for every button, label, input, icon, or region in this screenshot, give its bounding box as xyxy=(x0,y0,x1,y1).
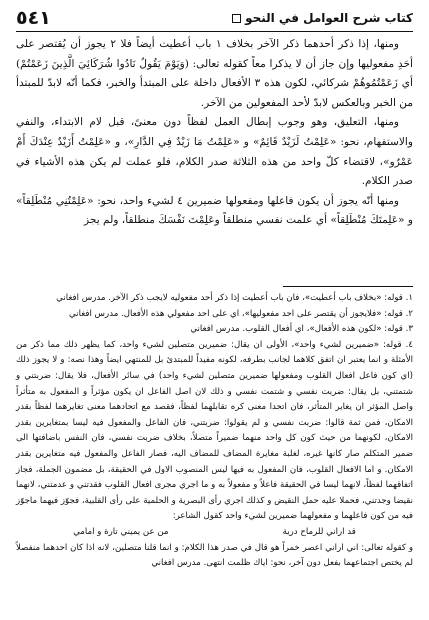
footnote: و كقوله تعالى: اني اراني اعصر خمراً هو قال في صدر هذا الكلام: و انما قلنا متصلين، لانه اذا كان احدهما منفصلاً لم يختص اجتماعهما بفعل دون آخر، نحو: اياك ظلمت انتهى. مدرس افغاني xyxy=(16,542,413,569)
verse-first-hemistich: قد اراني للرماح درية xyxy=(282,526,356,537)
footnote: ٢. قوله: «فلايجوز أن يقتصر على احد مفعوليها»، اي على احد مفعولي هذه الأفعال. مدرس افغاني xyxy=(69,308,413,319)
footnote: ١. قوله: «بخلاف باب أعطيت»، فان باب أعطيت إذا ذكر أحد مفعوليه لايجب ذكر الآخر. مدرس افغاني xyxy=(56,293,413,303)
poetry-verse xyxy=(16,525,413,541)
verse-second-hemistich: من عن يميني تارة و امامي xyxy=(73,526,169,537)
page-number: ٥٤١ xyxy=(16,7,51,29)
running-header xyxy=(228,11,413,25)
book-title: كتاب شرح العوامل في النحو xyxy=(245,11,413,25)
main-text xyxy=(16,35,413,231)
footnote: ٤. قوله: «ضميرين لشيء واحد»، الأولى ان يقال: ضميرين متصلين لشيء واحد، كما يظهر ذلك مما ذكر من الأمثلة و انما يعتبر ان اتفق كلاهما لجانب بطرفه، لكونه مفيداً للمبتدئ بل للمنتهي ايضاً وهذا نصه: و لا يجوز ذلك (اي كون فاعل افعال القلوب ومفعولها ضميرين متصلين لشيء واحد) في سائر الأفعال، فلا يقال: ضربتني و شتمتني، بل يقال: ضربت نفسي و شتمت نفسي و ذلك لان اصل الفاعل ان يكون مؤثراً و المفعول به متأثراً واصل المؤثر ان يغاير المتأثر، فان اتحدا معنى كره تقابلهما لفظاً، فقصد مع اتحادهما معنى تغايرهما لفظاً بقدر الامكان، فمن ثمة قالوا: ضربت نفسي و لم يقولوا: ضربتني، فان الفاعل والمفعول فيه ليسا بمتغايرين بقدر الامكان، لكونهما من حيث كون كل واحد منهما ضميراً متصلاً، بخلاف ضربت نفسي، فان النفس باضافتها الى ضمير المتكلم صار كانها غيره، لغلبة مغايرة المضاف للمضاف اليه، فصار الفاعل والمفعول فيه متغايرين بقدر الامكان. و اما الافعال القلوب، فان المفعول به فيها ليس المنصوب الاول في الحقيقة، بل مضمون الجملة، فجاز اتفاقهما لفظاً، لانهما ليسا في الحقيقة فاعلاً و مفعولاً به و ما اجري مجرى افعال القلوب فقدتني و عدمتني، لانهما نقيضا وجدتني، فحملا عليه حمل النقيض و كذلك اجري رأى البصرية و الحلمية على رأى القلبية، فجوّز فيهما ماجوّز فيه من كون فاعلهما و مفعولهما ضميرين لشيء واحد كقول الشاعر: xyxy=(16,339,413,522)
page-header xyxy=(16,5,413,32)
footnote: ٣. قوله: «لكون هذه الأفعال»، اي أفعال القلوب. مدرس افغاني xyxy=(190,324,413,335)
paragraph: ومنها، التعليق، وهو وجوب إبطال العمل لفظاً دون معنىً، قبل لام الابتداء، والنفي والاستفهام، نحو: «عَلِمْتُ لَزَيْدٌ قَائِمٌ» و «عَلِمْتُ مَا زَيْدٌ فِي الدَّارِ»، و «عَلِمْتُ أَزَيْدٌ عِنْدَكَ أَمْ عَمْرٌو»، لاقتضاء كلّ واحد من هذه الثلاثة صدر الكلام، فلو عملت لم يكن هذه الأشياء في صدر الكلام. xyxy=(16,116,413,188)
paragraph: ومنها، إذا ذكر أحدهما ذكر الآخر بخلاف ١ باب أعطيت أيضاً فلا ٢ يجوز أن يُقتصر على أحَدِ مفعوليها وإن جاز أن لا يذكرا معاً كقوله تعالى: (وَيَوْمَ يَقُولُ نَادُوا شُرَكَائِيَ الَّذِينَ زَعَمْتُمْ) أي زَعَمْتُمُوهُمْ شركائي، لكون هذه ٣ الأفعال داخلة على المبتدأ والخبر، فكما أنّه لابدّ للمبتدأ من الخبر وبالعكس لابدّ لأحد المفعولين من الآخر. xyxy=(16,38,413,109)
footnote-divider xyxy=(283,286,413,287)
paragraph: ومنها أنّه يجوز أن يكون فاعلها ومفعولها ضميرين ٤ لشيء واحد، نحو: «عَلِمْتُنِي مُنْطَلِقاً» و «عَلِمتَكَ مُنْطَلِقاً» أي علمت نفسي منطلقاً وعَلِمْتَ نَفْسَكَ منطلقاً، ولم يجز xyxy=(16,194,413,227)
square-ornament-icon xyxy=(232,14,241,23)
footnotes xyxy=(16,291,413,572)
